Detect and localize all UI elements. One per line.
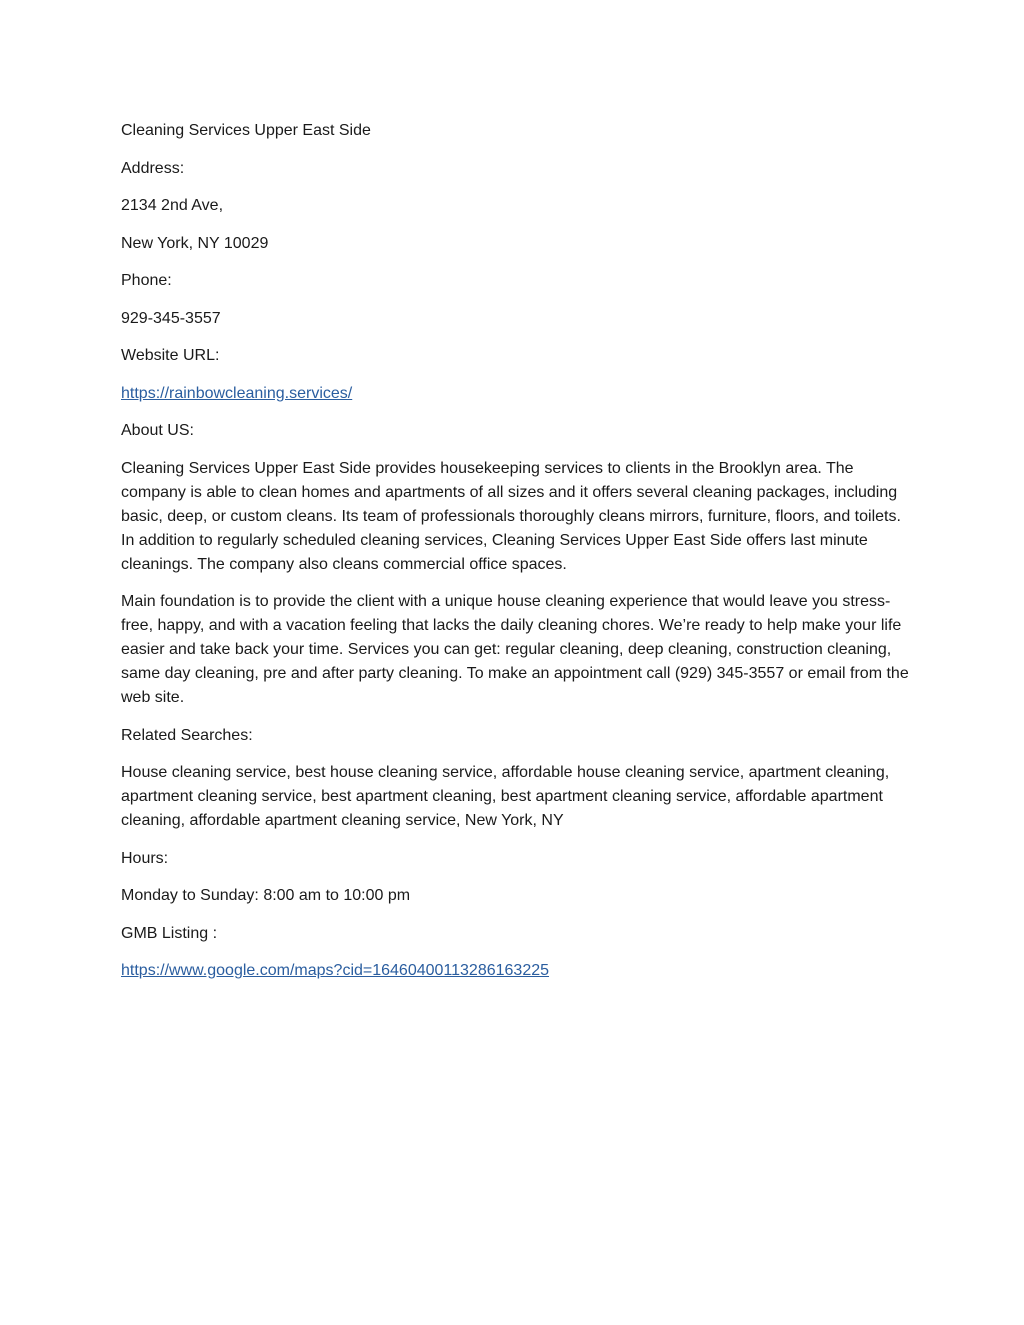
website-paragraph <box>121 382 911 406</box>
gmb-paragraph <box>121 959 911 983</box>
hours-label: Hours: <box>121 849 169 867</box>
gmb-listing-link[interactable]: https://www.google.com/maps?cid=16460400113286163225 <box>121 962 550 979</box>
address-label: Address: <box>121 159 185 177</box>
related-searches-text: House cleaning service, best house cleaning service, affordable house cleaning service, apartment cleaning, apartment cleaning service, best apartment cleaning, best apartment cleaning service, affordable apartment cleaning, affordable apartment cleaning service, New York, NY <box>121 764 890 829</box>
about-label: About US: <box>121 422 194 439</box>
phone-number: 929-345-3557 <box>121 309 221 327</box>
about-paragraph-1: Cleaning Services Upper East Side provides housekeeping services to clients in the Brooklyn area. The company is able to clean homes and apartments of all sizes and it offers several cleaning packages, including basic, deep, or custom cleans. Its team of professionals thoroughly cleans mirrors, furniture, floors, and toilets. In addition to regularly scheduled cleaning services, Cleaning Services Upper East Side offers last minute cleanings. The company also cleans commercial office spaces. <box>121 459 901 573</box>
website-link[interactable]: https://rainbowcleaning.services/ <box>121 384 353 402</box>
about-paragraph-2: Main foundation is to provide the client with a unique house cleaning experience that would leave you stress-free, happy, and with a vacation feeling that lacks the daily cleaning chores. We’re ready to help make your life easier and take back your time. Services you can get: regular cleaning, deep cleaning, construction cleaning, same day cleaning, pre and after party cleaning. To make an appointment call (929) 345-3557 or email from the web site. <box>121 593 909 706</box>
website-label: Website URL: <box>121 347 220 364</box>
address-line-2: New York, NY 10029 <box>121 234 269 252</box>
address-line-1: 2134 2nd Ave, <box>121 197 224 214</box>
gmb-listing-label: GMB Listing : <box>121 924 218 942</box>
related-searches-label: Related Searches: <box>121 726 253 744</box>
phone-label: Phone: <box>121 272 172 289</box>
document-title: Cleaning Services Upper East Side <box>121 122 371 139</box>
document-page <box>121 119 911 997</box>
hours-value: Monday to Sunday: 8:00 am to 10:00 pm <box>121 887 411 904</box>
